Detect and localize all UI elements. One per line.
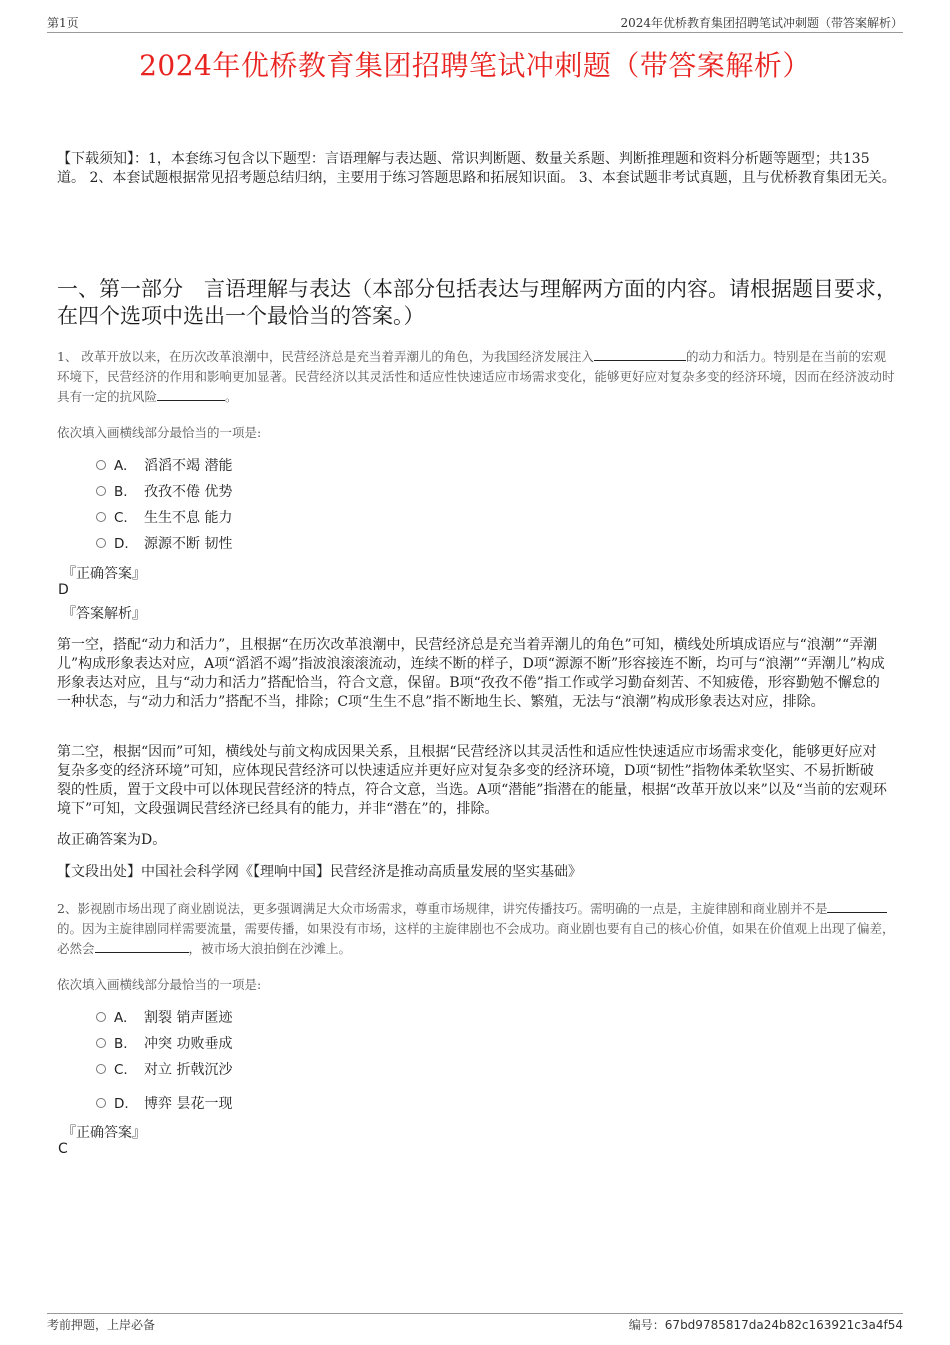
page-number: 第1页	[47, 16, 79, 30]
radio-button[interactable]	[96, 1064, 106, 1074]
page-footer	[47, 1313, 903, 1334]
radio-button[interactable]	[96, 512, 106, 522]
option-d[interactable]: D. 源源不断 韧性	[96, 534, 232, 554]
radio-button[interactable]	[96, 1012, 106, 1022]
blank-line	[827, 900, 887, 913]
document-code: 编号：67bd9785817da24b82c163921c3a4f54	[628, 1318, 903, 1332]
radio-button[interactable]	[96, 460, 106, 470]
question-1-text: 1、 改革开放以来，在历次改革浪潮中，民营经济总是充当着弄潮儿的角色，为我国经济发展注入 的动力和活力。特别是在当前的宏观环境下，民营经济的作用和影响更加显著。民营经济以其灵活性和适应性快速适应市场需求变化，能够更好应对复杂多变的经济环境，因而在经济波动时具有一定的抗风险 。	[57, 349, 895, 404]
question-2-prompt: 依次填入画横线部分最恰当的一项是:	[57, 977, 262, 992]
download-notice: 【下载须知】：1，本套练习包含以下题型：言语理解与表达题、常识判断题、数量关系题、判断推理题和资料分析题等题型；共135道。 2、本套试题根据常见招考题总结归纳，主要用于练习答题思路和拓展知识面。 3、本套试题非考试真题，且与优桥教育集团无关。	[57, 151, 896, 186]
question-2-text: 2、影视剧市场出现了商业剧说法，更多强调满足大众市场需求，尊重市场规律，讲究传播技巧。需明确的一点是，主旋律剧和商业剧并不是的。因为主旋律剧同样需要流量，需要传播，如果没有市场，这样的主旋律剧也不会成功。商业剧也要有自己的核心价值，如果在价值观上出现了偏差，必然会 ，被市场大浪拍倒在沙滩上。	[57, 901, 895, 956]
header-doc-title: 2024年优桥教育集团招聘笔试冲刺题（带答案解析）	[620, 16, 903, 30]
correct-answer: D	[58, 582, 69, 598]
page-header	[47, 14, 903, 33]
option-c[interactable]: C. 生生不息 能力	[96, 508, 232, 528]
option-d[interactable]: D. 博弈 昙花一现	[96, 1094, 232, 1114]
blank-line	[594, 348, 686, 361]
radio-button[interactable]	[96, 538, 106, 548]
option-a[interactable]: A. 割裂 销声匿迹	[96, 1008, 232, 1028]
correct-answer-label: 『正确答案』	[62, 566, 146, 582]
source-citation: 【文段出处】中国社会科学网《【理响中国】民营经济是推动高质量发展的坚实基础》	[57, 864, 582, 880]
analysis-paragraph: 第二空，根据“因而”可知，横线处与前文构成因果关系，且根据“民营经济以其灵活性和适应性快速适应市场需求变化，能够更好应对复杂多变的经济环境”可知，应体现民营经济可以快速适应并更好应对复杂多变的经济环境，D项“韧性”指物体柔软坚实、不易折断破裂的性质，置于文段中可以体现民营经济的特点，符合文意，当选。A项“潜能”指潜在的能量，根据“改革开放以来”以及“当前的宏观环境下”可知，文段强调民营经济已经具有的能力，并非“潜在”的，排除。	[57, 744, 887, 817]
question-1-prompt: 依次填入画横线部分最恰当的一项是:	[57, 425, 262, 440]
option-b[interactable]: B. 冲突 功败垂成	[96, 1034, 232, 1054]
analysis-conclusion: 故正确答案为D。	[57, 832, 167, 848]
option-b[interactable]: B. 孜孜不倦 优势	[96, 482, 232, 502]
option-c[interactable]: C. 对立 折戟沉沙	[96, 1060, 232, 1080]
correct-answer-label: 『正确答案』	[62, 1125, 146, 1141]
correct-answer: C	[58, 1141, 68, 1157]
radio-button[interactable]	[96, 486, 106, 496]
analysis-paragraph: 第一空，搭配“动力和活力”，且根据“在历次改革浪潮中，民营经济总是充当着弄潮儿的角色”可知，横线处所填成语应与“浪潮”“弄潮儿”构成形象表达对应，A项“滔滔不竭”指波浪滚滚流动，连续不断的样子，D项“源源不断”形容接连不断，均可与“浪潮”“弄潮儿”构成形象表达对应，且与“动力和活力”搭配恰当，符合文意，保留。B项“孜孜不倦”指工作或学习勤奋刻苦、不知疲倦，形容勤勉不懈怠的一种状态，与“动力和活力”搭配不当，排除；C项“生生不息”指不断地生长、繁殖，无法与“浪潮”构成形象表达对应，排除。	[57, 637, 885, 710]
option-a[interactable]: A. 滔滔不竭 潜能	[96, 456, 232, 476]
footer-slogan: 考前押题，上岸必备	[47, 1318, 156, 1332]
radio-button[interactable]	[96, 1098, 106, 1108]
blank-line	[157, 388, 225, 401]
section-heading: 一、第一部分 言语理解与表达（本部分包括表达与理解两方面的内容。请根据题目要求，在四个选项中选出一个最恰当的答案。）	[57, 277, 897, 328]
document-title: 2024年优桥教育集团招聘笔试冲刺题（带答案解析）	[139, 49, 811, 82]
analysis-label: 『答案解析』	[62, 606, 146, 622]
radio-button[interactable]	[96, 1038, 106, 1048]
blank-line	[95, 940, 189, 953]
